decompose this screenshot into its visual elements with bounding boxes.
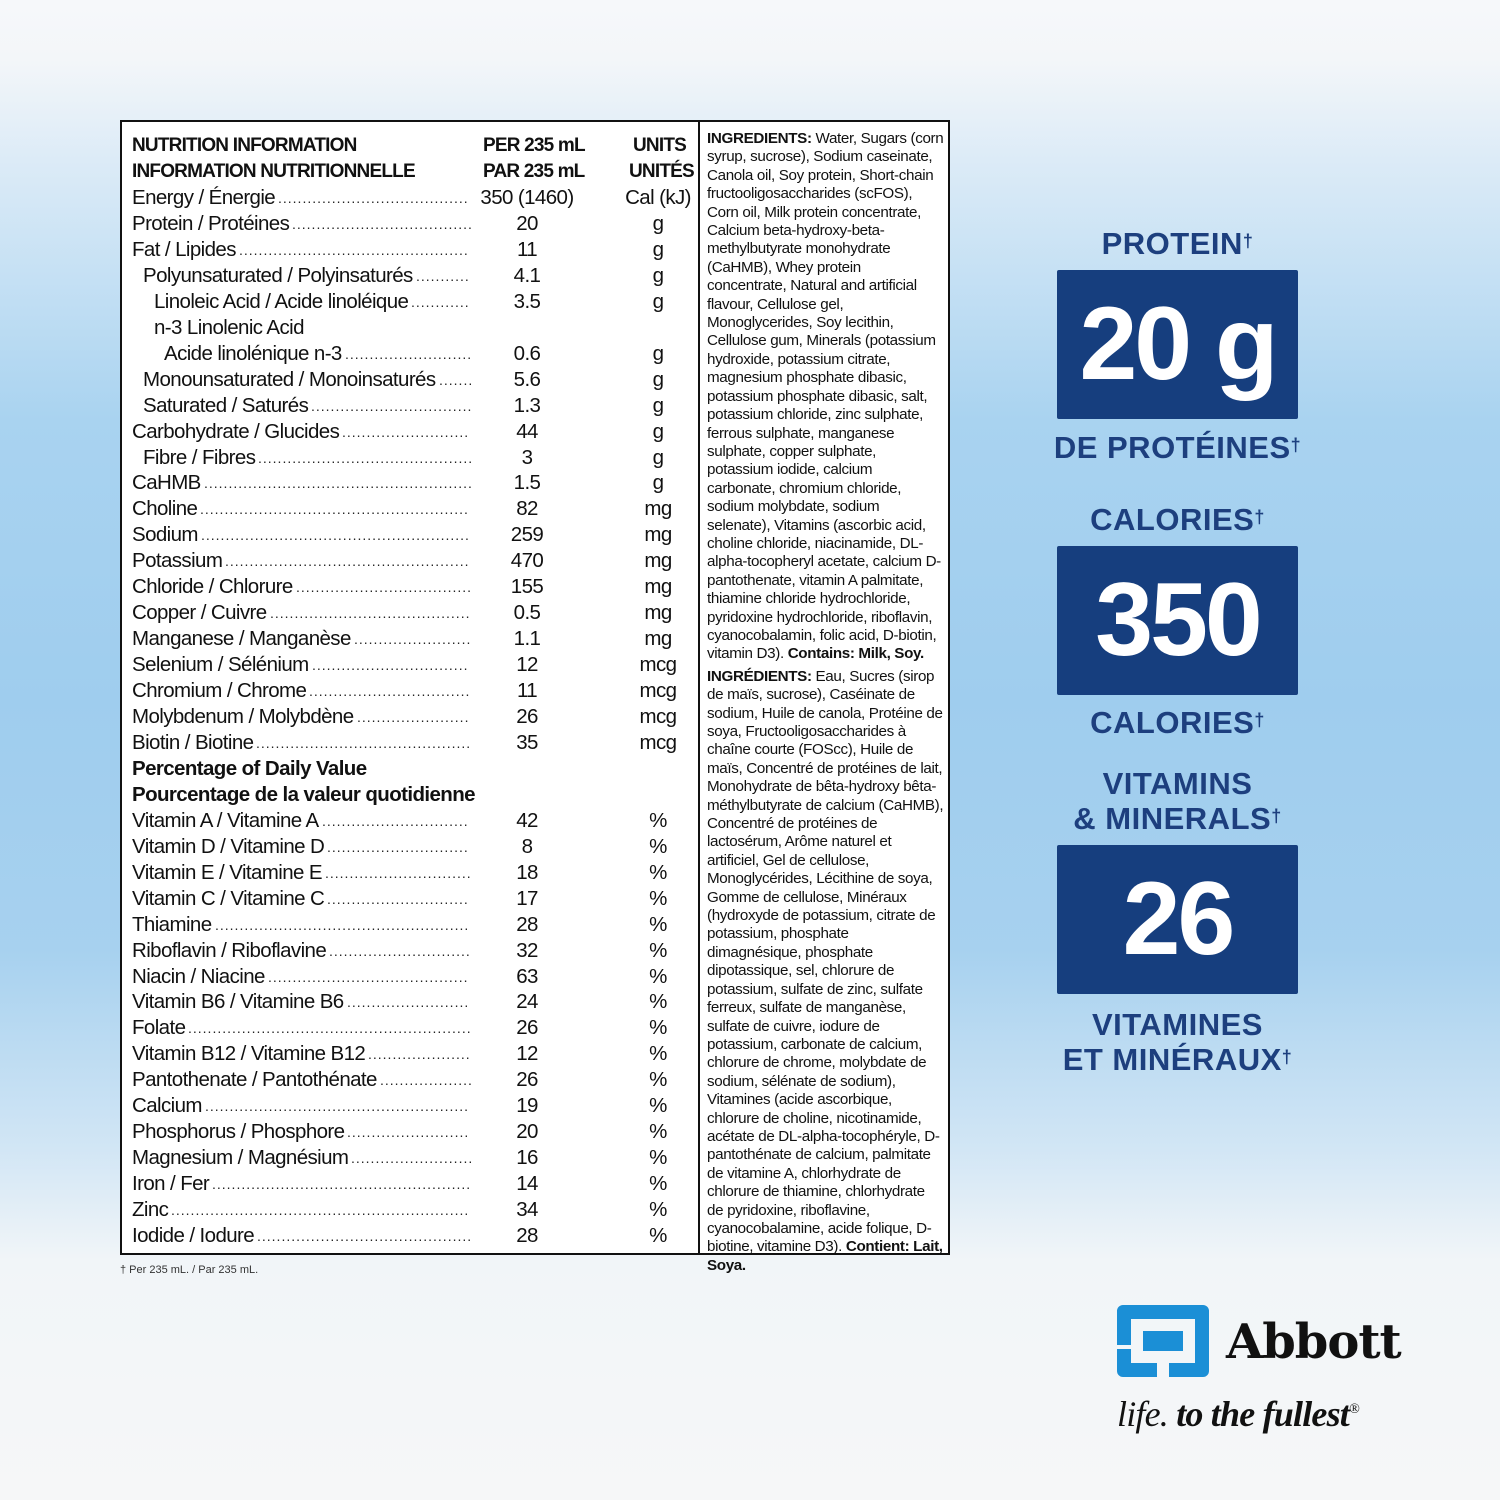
nutrient-unit: % [649, 1198, 667, 1222]
nutrient-unit: g [652, 471, 664, 495]
dot-leader: ......................................... [268, 968, 469, 985]
nutrient-unit: mcg [639, 653, 677, 677]
nutrient-label: Molybdenum / Molybdène [132, 705, 354, 728]
nutrient-unit: mg [644, 575, 672, 599]
nutrient-unit: g [652, 393, 664, 417]
vitamins-value-box [1057, 845, 1298, 994]
nutrient-amount: 8 [521, 834, 533, 858]
nutrient-label: Fibre / Fibres [143, 445, 256, 469]
nutrient-amount: 44 [516, 419, 538, 443]
ingredients-en-contains: Contains: Milk, Soy. [787, 645, 924, 663]
nutrient-row [122, 419, 698, 445]
dot-leader: ....... [439, 371, 474, 388]
nutrient-unit: g [652, 237, 664, 261]
nutrient-label: Folate [132, 1016, 186, 1040]
dot-leader: ............................................ [256, 734, 472, 751]
dot-leader: ............................. [327, 838, 469, 855]
nutrient-unit: g [652, 367, 664, 391]
nutrient-amount: 35 [516, 730, 538, 754]
dot-leader: ............................. [327, 890, 469, 907]
nutrient-amount: 3.5 [513, 289, 541, 313]
nutrient-row [122, 237, 698, 263]
nutrient-unit: % [649, 912, 667, 936]
nutrient-label: Thiamine [132, 912, 212, 936]
nutrient-amount: 32 [516, 938, 538, 962]
nutrient-amount: 26 [516, 1016, 538, 1040]
nutrient-row [122, 1197, 698, 1223]
nutrient-amount: 28 [516, 1224, 538, 1247]
ingredients-fr-label: INGRÉDIENTS: [707, 667, 812, 685]
nutrient-label: Acide linolénique n-3 [164, 341, 342, 365]
dot-leader: ..................... [368, 1046, 471, 1063]
nutrient-unit: mcg [639, 679, 677, 703]
protein-title: PROTEIN† [1101, 226, 1254, 261]
nutrient-label: Riboflavin / Riboflavine [132, 938, 327, 962]
ingredients-en [707, 130, 944, 664]
title-fr: INFORMATION NUTRITIONNELLE [132, 161, 415, 182]
nutrient-label: Chloride / Chlorure [132, 575, 293, 599]
nutrient-amount: 63 [516, 964, 538, 988]
nutrient-label: CaHMB [132, 471, 201, 495]
nutrient-amount: 1.1 [513, 627, 541, 651]
nutrient-unit: % [649, 860, 667, 884]
nutrient-amount: 42 [516, 808, 538, 832]
nutrient-amount: 17 [516, 886, 538, 910]
nutrient-label: Vitamin B6 / Vitamine B6 [132, 990, 344, 1014]
tagline: life. to the fullest® [1117, 1394, 1359, 1434]
nutrient-row [122, 989, 698, 1015]
nutrient-unit: % [649, 808, 667, 832]
vitamins-title: VITAMINS & MINERALS† [1073, 766, 1282, 836]
nutrient-unit: g [652, 211, 664, 235]
calories-value: 350 [1095, 562, 1260, 678]
nutrient-label: Magnesium / Magnésium [132, 1146, 349, 1170]
nutrient-row [122, 1015, 698, 1041]
nutrient-row [122, 315, 698, 341]
nutrient-label: Carbohydrate / Glucides [132, 419, 340, 443]
nutrient-amount: 11 [516, 679, 538, 703]
nutrient-row [122, 886, 698, 912]
nutrient-label: Polyunsaturated / Polyinsaturés [143, 263, 413, 287]
dot-leader: ................... [380, 1072, 473, 1089]
nutrient-row [122, 393, 698, 419]
title-en: NUTRITION INFORMATION [132, 135, 357, 156]
nutrient-unit: mg [644, 627, 672, 651]
dot-leader: .................................................. [225, 553, 470, 570]
nutrient-label: Iodide / Iodure [132, 1224, 255, 1247]
header-row-1 [122, 133, 698, 159]
nutrient-amount: 82 [516, 497, 538, 521]
dot-leader: ....................................................... [201, 527, 470, 544]
ingredients-en-text: Water, Sugars (corn syrup, sucrose), Sodium caseinate, Canola oil, Soy protein, Short-chain fructooligosaccharides (scFOS), Corn oil, Milk protein concentrate, Calcium beta-hydroxy-beta-methylbutyrate monohydrate (CaHMB), Whey protein concentrate, Natural and artificial flavour, Cellulose gel, Monoglycerides, Soy lecithin, Cellulose gum, Minerals (potassium hydroxide, potassium citrate, magnesium phosphate dibasic, potassium phosphate dibasic, salt, potassium chloride, zinc sulphate, ferrous sulphate, manganese sulphate, copper sulphate, potassium iodide, calcium carbonate, chromium chloride, sodium molybdate, sodium selenate), Vitamins (ascorbic acid, choline chloride, niacinamide, DL-alpha-tocopheryl acetate, calcium D-pantothenate, vitamin A palmitate, thiamine chloride hydrochloride, pyridoxine hydrochloride, riboflavin, cyanocobalamin, folic acid, D-biotin, vitamin D3). [707, 130, 944, 663]
nutrient-label: Vitamin B12 / Vitamine B12 [132, 1042, 366, 1066]
nutrient-row [122, 1171, 698, 1197]
nutrient-label: Niacin / Niacine [132, 964, 265, 988]
nutrient-amount: 1.5 [513, 471, 541, 495]
dot-leader: .............................. [325, 864, 472, 881]
nutrient-amount: 1.3 [513, 393, 541, 417]
nutrient-amount: 26 [516, 1068, 538, 1092]
dot-leader: .......................... [342, 423, 470, 440]
nutrient-row [122, 860, 698, 886]
per-fr: PAR 235 mL [483, 161, 585, 182]
nutrient-unit: mg [644, 497, 672, 521]
nutrient-label: Zinc [132, 1198, 169, 1222]
nutrient-amount: 24 [516, 990, 538, 1014]
dot-leader: ........................ [354, 631, 472, 648]
nutrient-row [122, 1223, 698, 1249]
ingredients-fr-contains: Contient: Lait, Soya. [707, 1238, 943, 1274]
nutrient-unit: % [649, 834, 667, 858]
nutrient-row [122, 1119, 698, 1145]
nutrient-amount: 20 [516, 1120, 538, 1144]
calories-fr: CALORIES† [1090, 705, 1265, 740]
dot-leader: ................................. [309, 683, 471, 700]
pdv-heading-en: Percentage of Daily Value [132, 756, 367, 780]
vitamins-value: 26 [1122, 861, 1233, 977]
nutrient-label: Saturated / Saturés [143, 393, 309, 417]
nutrient-label: Monounsaturated / Monoinsaturés [143, 367, 436, 391]
nutrient-unit: % [649, 964, 667, 988]
nutrient-unit: % [649, 1016, 667, 1040]
dot-leader: .............................. [322, 812, 469, 829]
dot-leader: ....................................................... [200, 501, 469, 518]
nutrient-row [122, 470, 698, 496]
nutrient-amount: 20 [516, 211, 538, 235]
nutrient-unit: % [649, 938, 667, 962]
dot-leader: ........... [416, 267, 470, 284]
nutrient-unit: % [649, 1224, 667, 1247]
nutrient-row [122, 548, 698, 574]
nutrient-row [122, 1145, 698, 1171]
nutrient-label: Selenium / Sélénium [132, 653, 309, 677]
nutrient-amount: 26 [516, 705, 538, 728]
nutrient-row [122, 808, 698, 834]
dot-leader: ............................. [329, 942, 471, 959]
nutrient-label: Chromium / Chrome [132, 679, 307, 703]
nutrient-amount: 14 [516, 1172, 538, 1196]
dot-leader: .......................... [345, 345, 473, 362]
nutrient-unit: mg [644, 549, 672, 573]
nutrient-label: n-3 Linolenic Acid [154, 315, 304, 339]
nutrient-unit: mg [644, 523, 672, 547]
nutrient-row [122, 211, 698, 237]
dot-leader: ..................................................... [212, 1176, 472, 1193]
nutrient-amount: 3 [521, 445, 533, 469]
abbott-logo-icon [1117, 1305, 1209, 1377]
dot-leader: ............................................ [258, 449, 474, 466]
nutrient-unit: % [649, 1042, 667, 1066]
dot-leader: .................................... [296, 579, 473, 596]
nutrient-label: Potassium [132, 549, 223, 573]
dot-leader: ............................................ [257, 1228, 473, 1244]
nutrient-row [122, 574, 698, 600]
nutrient-unit: mcg [639, 730, 677, 754]
ingredients-block [700, 122, 948, 1274]
dot-leader: ......................... [347, 1124, 470, 1141]
nutrient-row [122, 652, 698, 678]
nutrient-row [122, 522, 698, 548]
nutrient-unit: Cal (kJ) [625, 186, 691, 209]
nutrient-amount: 5.6 [513, 367, 541, 391]
nutrient-row [122, 1093, 698, 1119]
nutrient-label: Choline [132, 497, 198, 521]
nutrient-amount: 4.1 [513, 263, 541, 287]
nutrient-label: Biotin / Biotine [132, 730, 254, 754]
nutrient-label: Manganese / Manganèse [132, 627, 351, 651]
nutrient-unit: g [652, 341, 664, 365]
nutrient-amount: 0.5 [513, 601, 541, 625]
vitamins-fr: VITAMINES ET MINÉRAUX† [1062, 1007, 1293, 1077]
nutrient-amount: 350 (1460) [480, 186, 574, 209]
nutrient-row [122, 704, 698, 730]
nutrient-row [122, 445, 698, 471]
nutrient-label: Energy / Énergie [132, 186, 276, 209]
nutrient-amount: 155 [510, 575, 544, 599]
nutrient-amount: 28 [516, 912, 538, 936]
nutrient-unit: % [649, 1068, 667, 1092]
nutrient-unit: % [649, 886, 667, 910]
nutrient-label: Iron / Fer [132, 1172, 210, 1196]
nutrient-amount: 16 [516, 1146, 538, 1170]
nutrient-amount: 0.6 [513, 341, 541, 365]
dot-leader: ......................... [351, 1150, 474, 1167]
nutrient-row [122, 834, 698, 860]
nutrient-amount: 470 [510, 549, 544, 573]
dot-leader: ............ [411, 293, 470, 310]
nutrient-row [122, 912, 698, 938]
nutrient-amount: 12 [516, 653, 538, 677]
nutrient-label: Protein / Protéines [132, 211, 290, 235]
protein-value: 20 g [1079, 286, 1276, 402]
nutrient-unit: mg [644, 601, 672, 625]
abbott-wordmark: Abbott [1226, 1314, 1401, 1370]
nutrient-unit: g [652, 445, 664, 469]
calories-title: CALORIES† [1090, 502, 1265, 537]
nutrient-row [122, 263, 698, 289]
dot-leader: .................................................... [215, 916, 470, 933]
nutrient-row [122, 1067, 698, 1093]
nutrient-unit: % [649, 1172, 667, 1196]
per-en: PER 235 mL [483, 135, 585, 156]
pdv-heading-fr: Pourcentage de la valeur quotidienne [132, 782, 475, 806]
nutrient-unit: g [652, 289, 664, 313]
nutrient-unit: % [649, 1120, 667, 1144]
nutrient-row [122, 730, 698, 756]
calories-value-box [1057, 546, 1298, 695]
nutrient-row [122, 1041, 698, 1067]
header-row-2 [122, 159, 698, 185]
dot-leader: ............................................................. [171, 1202, 470, 1219]
protein-fr: DE PROTÉINES† [1053, 430, 1302, 465]
protein-value-box [1057, 270, 1298, 419]
nutrient-label: Vitamin D / Vitamine D [132, 834, 325, 858]
nutrient-label: Phosphorus / Phosphore [132, 1120, 345, 1144]
nutrient-label: Calcium [132, 1094, 202, 1118]
nutrient-row [122, 341, 698, 367]
nutrient-label: Fat / Lipides [132, 237, 236, 261]
dot-leader: ....................... [357, 709, 470, 725]
nutrient-row [122, 367, 698, 393]
ingredients-fr [707, 668, 944, 1275]
ingredients-en-label: INGREDIENTS: [707, 130, 812, 147]
dot-leader: ....................................... [278, 190, 469, 206]
nutrient-unit: g [652, 263, 664, 287]
units-en: UNITS [633, 135, 687, 156]
dot-leader: ................................. [311, 397, 473, 414]
footnote: † Per 235 mL. / Par 235 mL. [120, 1264, 259, 1276]
nutrient-row [122, 626, 698, 652]
dot-leader: ......................... [347, 994, 470, 1011]
ingredients-fr-text: Eau, Sucres (sirop de maïs, sucrose), Caséinate de sodium, Huile de canola, Protéine de soya, Fructooligosaccharides à chaîne courte (FOScc), Huile de maïs, Concentré de protéines de lait, Monohydrate de bêta-hydroxy bêta-méthylbutyrate de calcium (CaHMB), Concentré de protéines de lactosérum, Arôme naturel et artificiel, Gel de cellulose, Monoglycérides, Lécithine de soya, Gomme de cellulose, Minéraux (hydroxyde de potassium, citrate de potassium, phosphate dimagnésique, phosphate dipotassique, sel, chlorure de potassium, sulfate de zinc, sulfate ferreux, sulfate de manganèse, sulfate de cuivre, iodure de potassium, carbonate de calcium, chlorure de chrome, molybdate de sodium, sélénate de sodium), Vitamines (acide ascorbique, chlorure de choline, nicotinamide, acétate de DL-alpha-tocophéryle, D-pantothénate de calcium, palmitate de vitamine A, chlorhydrate de chlorure de thiamine, chlorhydrate de pyridoxine, riboflavine, cyanocobalamine, acide folique, D-biotine, vitamine D3). [707, 667, 944, 1256]
nutrient-row [122, 600, 698, 626]
nutrient-label: Copper / Cuivre [132, 601, 267, 625]
nutrient-label: Vitamin E / Vitamine E [132, 860, 322, 884]
nutrient-amount: 34 [516, 1198, 538, 1222]
dot-leader: ......................................... [270, 605, 471, 622]
nutrient-label: Sodium [132, 523, 198, 547]
nutrient-unit: % [649, 1094, 667, 1118]
dot-leader: ................................ [312, 657, 469, 674]
nutrient-amount: 19 [516, 1094, 538, 1118]
nutrient-label: Vitamin C / Vitamine C [132, 886, 325, 910]
units-fr: UNITÉS [629, 161, 694, 182]
nutrient-amount: 259 [510, 523, 544, 547]
dot-leader: ..................................... [292, 215, 473, 232]
nutrient-unit: g [652, 419, 664, 443]
nutrient-row [122, 964, 698, 990]
nutrient-row [122, 678, 698, 704]
nutrient-row [122, 185, 698, 211]
nutrient-unit: % [649, 990, 667, 1014]
dot-leader: ............................................... [239, 241, 469, 258]
nutrient-row [122, 289, 698, 315]
nutrient-label: Vitamin A / Vitamine A [132, 808, 319, 832]
nutrition-table [122, 122, 700, 1253]
nutrient-amount: 11 [516, 237, 538, 261]
nutrient-amount: 12 [516, 1042, 538, 1066]
dot-leader: .......................................................... [188, 1020, 472, 1037]
dot-leader: ...................................................... [205, 1098, 470, 1115]
nutrient-unit: % [649, 1146, 667, 1170]
nutrient-amount: 18 [516, 860, 538, 884]
nutrient-row [122, 938, 698, 964]
dot-leader: ....................................................... [204, 475, 473, 492]
nutrient-row [122, 496, 698, 522]
nutrient-label: Linoleic Acid / Acide linoléique [154, 289, 409, 313]
nutrient-label: Pantothenate / Pantothénate [132, 1068, 377, 1092]
nutrient-unit: mcg [639, 705, 677, 728]
